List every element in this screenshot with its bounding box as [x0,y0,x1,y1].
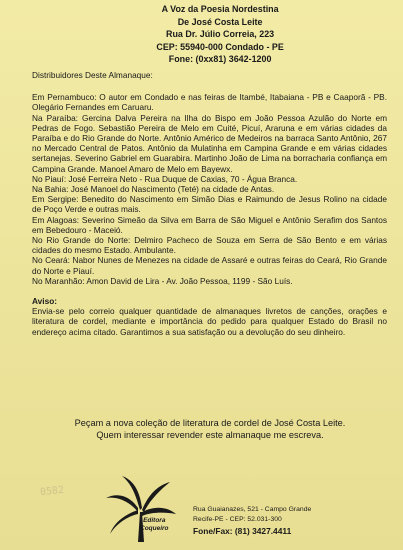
logo-label-coqueiro: Coqueiro [140,524,169,532]
closing-line-2: Quem interessar revender este almanaque me escreva. [96,430,324,441]
entry-piaui: No Piauí: José Ferreira Neto - Rua Duque de Caxias, 70 - Água Branca. [32,173,298,184]
logo-label-editora: Editora [143,517,166,524]
entry-ceara: No Ceará: Nabor Nunes de Menezes na cidade de Assaré e outras feiras do Ceará, Rio Grande do Norte e Piauí. [32,255,387,276]
entry-sergipe: Em Sergipe: Benedito do Nascimento em Simão Dias e Raimundo de Jesus Rolino na cidade de Poço Verde e outras mais. [32,194,387,215]
address-street: Rua Guaianazes, 521 - Campo Grande [193,506,312,513]
header [14,4,389,67]
closing-line-1: Peçam a nova coleção de literatura de cordel de José Costa Leite. [74,418,346,428]
entry-bahia: Na Bahia: José Manoel do Nascimento (Teté) na cidade de Antas. [32,184,275,195]
editora-coqueiro-logo-icon [100,472,180,544]
logo-label [140,517,169,532]
header-title: A Voz da Poesia Nordestina [161,4,279,15]
aviso-heading: Aviso: [32,296,58,307]
distributors-heading: Distribuidores Deste Almanaque: [32,70,153,80]
aviso-text: Envia-se pelo correio qualquer quantidade de almanaques livretos de canções, orações e literatura de cordel, mediante e importância do pedido para qualquer Estado do Brasil no endereço acima citado. Garantimos a sua satisfação ou a devolução do seu dinheiro. [32,306,387,337]
header-cep: CEP: 55940-000 Condado - PE [156,41,284,53]
closing-message [40,417,380,441]
header-street: Rua Dr. Júlio Correia, 223 [166,29,275,41]
entry-maranhao: No Maranhão: Amon David de Lira - Av. João Pessoa, 1199 - São Luís. [32,275,293,286]
header-author: De José Costa Leite [177,16,263,28]
handwritten-number: 0582 [39,484,65,499]
address-cep: Recife-PE - CEP: 52.031-300 [193,516,282,524]
entry-alagoas: Em Alagoas: Severino Simeão da Silva em Barra de São Miguel e Antônio Serafim dos Santos em Bebedouro - Maceió. [32,214,387,235]
address-phone: Fone/Fax: (81) 3427.4411 [193,525,292,536]
entry-rio-grande-do-norte: No Rio Grande do Norte: Delmiro Pacheco de Souza em Serra de São Bento e em várias cidades do mesmo Estado. Ambulante. [32,235,387,256]
entry-paraiba: Na Paraíba: Gercina Dalva Pereira na Ilha do Bispo em João Pessoa Azulão do Norte em Pedras de Fogo. Sebastião Pereira de Melo em Cuité, Picuí, Araruna e em várias cidades da Paraíba e do Rio Grande do Norte. Antônio Américo de Medeiros na barraca Santo Antônio, 267 no Mercado Central de Patos. Antônio da Mulatinha em Campina Grande e em várias cidades sertanejas. Severino Gabriel em Guarabira. Martinho João de Lima na borracharia confiança em Campina Grande. Manoel Amaro de Melo em Bayewx. [32,112,387,174]
header-phone: Fone: (0xx81) 3642-1200 [168,54,272,66]
publisher-address [193,505,311,536]
entry-pernambuco: Em Pernambuco: O autor em Condado e nas feiras de Itambé, Itabaiana - PB e Caaporã - PB. Olegário Fernandes em Caruaru. [32,92,387,113]
distributors-section [32,70,387,337]
